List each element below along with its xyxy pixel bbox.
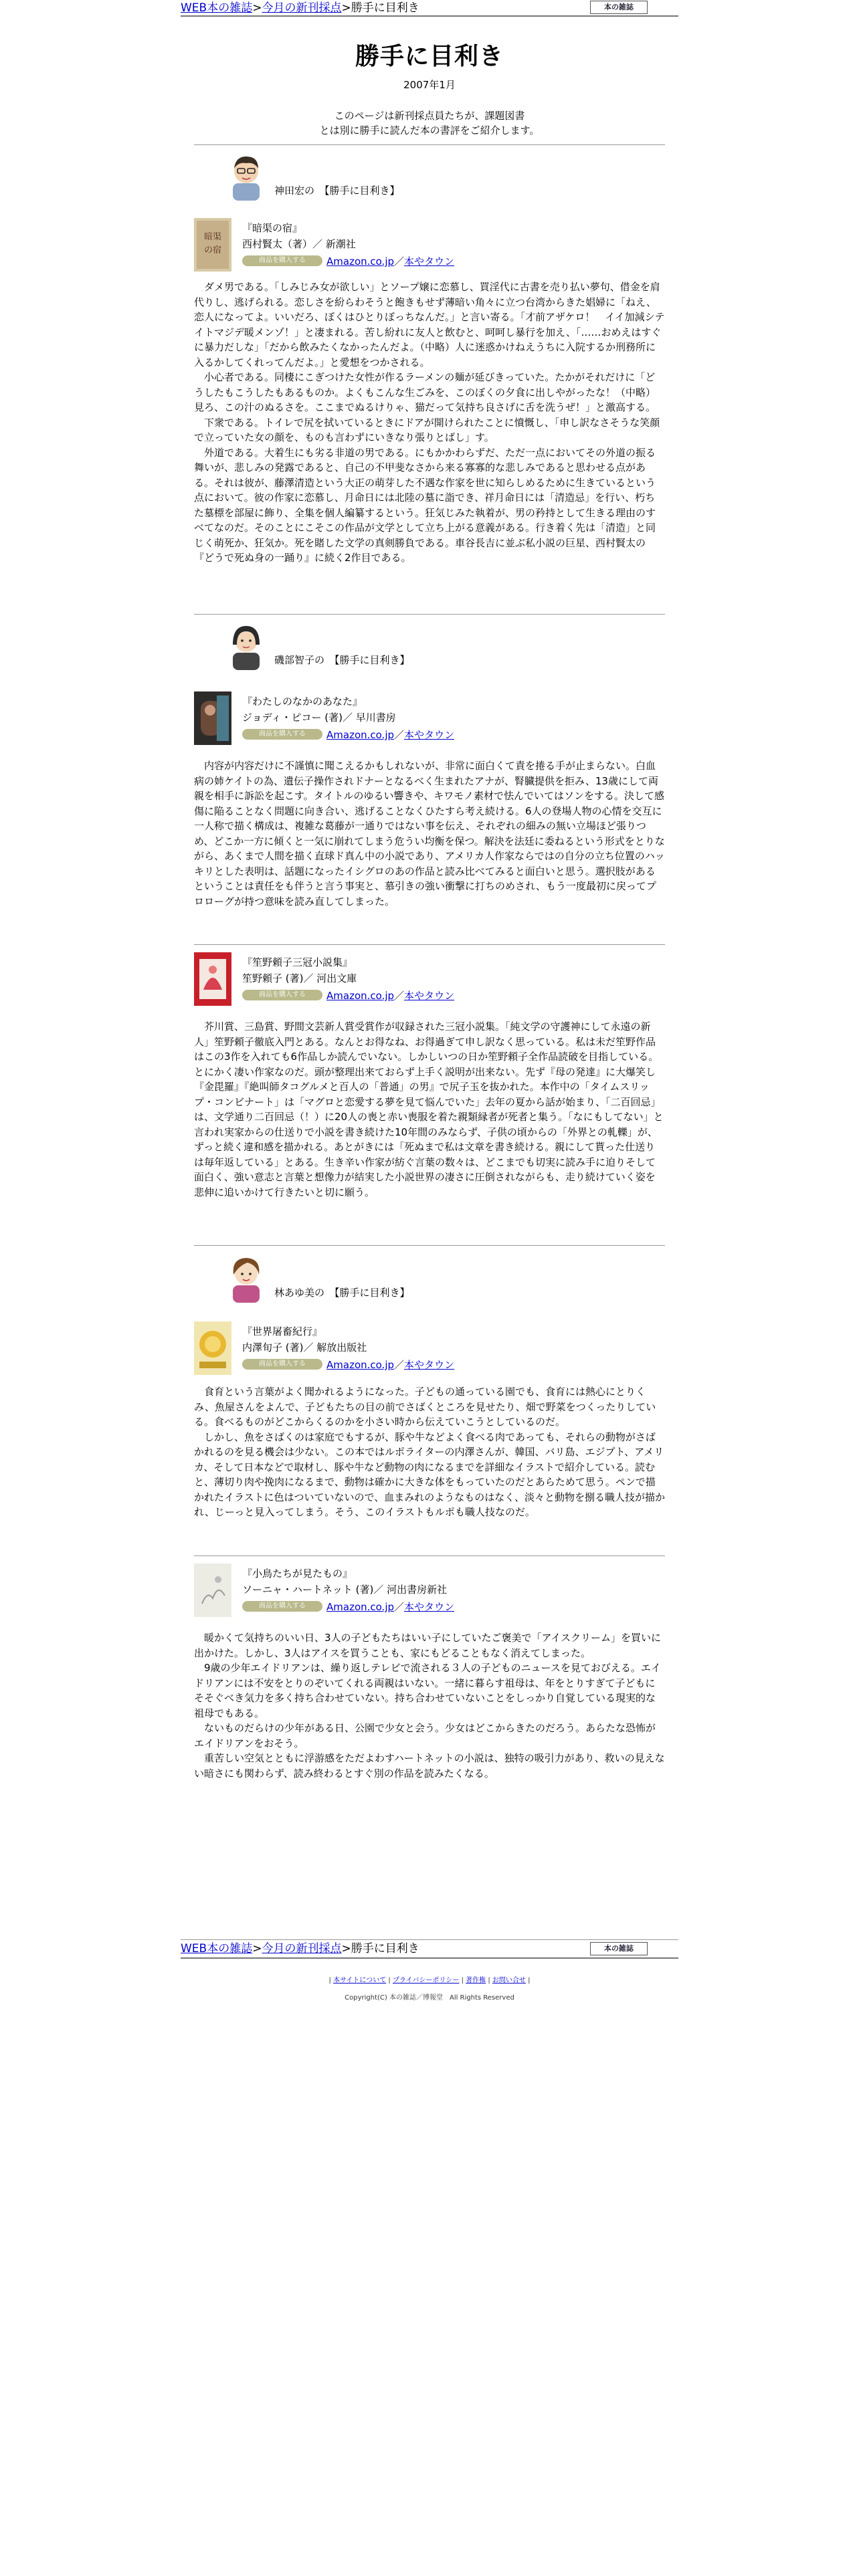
book-cover-icon[interactable] (194, 218, 231, 272)
breadcrumb-separator: > (252, 1, 262, 15)
reviewer-header (227, 1255, 629, 1304)
amazon-link[interactable]: Amazon.co.jp (326, 1601, 395, 1613)
reviewer-name: 神田宏の 【勝手に目利き】 (274, 185, 400, 197)
book-review (194, 1019, 665, 1200)
amazon-link[interactable]: Amazon.co.jp (326, 990, 395, 1002)
link-separator: ／ (394, 1601, 405, 1613)
review-paragraph: ないものだらけの少年がある日、公園で少女と会う。少女はどこからきたのだろう。あらたな恐怖がエイドリアンをおそう。 (194, 1722, 656, 1749)
reviewer-avatar-icon (227, 622, 265, 670)
book-title: 『暗渠の宿』 (242, 222, 303, 234)
honya-town-link[interactable]: 本やタウン (404, 255, 455, 267)
book-review (194, 280, 665, 566)
book-cover-icon[interactable] (194, 952, 231, 1006)
amazon-link[interactable]: Amazon.co.jp (326, 1359, 395, 1371)
breadcrumb-separator: > (341, 1, 351, 15)
svg-text:の宿: の宿 (203, 245, 222, 255)
amazon-link[interactable]: Amazon.co.jp (326, 255, 395, 267)
book-review (194, 1630, 665, 1781)
reviewer-name: 林あゆ美の 【勝手に目利き】 (274, 1287, 410, 1299)
book-cover-icon[interactable] (194, 1321, 231, 1375)
review-paragraph: 9歳の少年エイドリアンは、繰り返しテレビで流される３人の子どものニュースを見ておびえる。エイドリアンには不安をとりのぞいてくれる両親はいない。一緒に暮らす祖母は、年をとりすぎて子どもにそそぐべき気力を多く持ち合わせていない。持ち合わせていないことをしっかり自覚している現実的な祖母でもある。 (194, 1662, 661, 1719)
footer-links: | 本サイトについて | プライバシーポリシー | 著作権 | お問い合せ | (328, 1977, 531, 1984)
shop-links (326, 1358, 454, 1372)
honya-town-link[interactable]: 本やタウン (404, 729, 455, 741)
divider (194, 1555, 665, 1556)
link-separator: ／ (394, 729, 405, 741)
breadcrumb-section-link[interactable]: 今月の新刊採点 (262, 1, 342, 15)
book-title: 『わたしのなかのあなた』 (242, 695, 363, 708)
intro-line: とは別に勝手に読んだ本の書評をご紹介します。 (319, 124, 540, 136)
shop-links (326, 254, 454, 268)
breadcrumb-separator: > (252, 1942, 262, 1955)
amazon-link[interactable]: Amazon.co.jp (326, 729, 395, 741)
book-author: 笙野頼子 (著)／ 河出文庫 (242, 972, 357, 984)
book-cover-icon[interactable] (194, 1564, 231, 1617)
breadcrumb-current: 勝手に目利き (351, 1942, 419, 1955)
book-title: 『笙野頼子三冠小説集』 (242, 956, 353, 968)
book-author: ジョディ・ピコー (著)／ 早川書房 (242, 712, 396, 724)
divider (181, 1957, 678, 1959)
buy-button[interactable]: 商品を購入する (242, 729, 322, 740)
book-author: 西村賢太（著）／ 新潮社 (242, 238, 356, 250)
site-logo[interactable]: 本の雑誌 (590, 1942, 648, 1955)
divider (194, 614, 665, 615)
book-author: ソーニャ・ハートネット (著)／ 河出書房新社 (242, 1584, 448, 1596)
book-cover-icon[interactable] (194, 691, 231, 745)
review-paragraph: 芥川賞、三島賞、野間文芸新人賞受賞作が収録された三冠小説集。「純文学の守護神にして永遠の新人」笙野頼子徹底入門とある。なんとお得なね、お得過ぎて申し訳なく思っている。私は未だ笙野作品はこの3作を入れても6作品しか読んでいない。しかしいつの日か笙野頼子全作品読破を目指している。とにかく凄い作家なのだ。頭が整理出来ておらず上手く説明が出来ない。先ず『母の発達』に大爆笑し『金毘羅』『絶叫師タコグルメと百人の「普通」の男』で尻子玉を抜かれた。本作中の「タイムスリップ・コンビナート」は「マグロと恋愛する夢を見て悩んでいた」去年の夏から話が始まり、「二百回忌」は、文学通り二百回忌（！）に20人の喪と赤い喪服を着た親類縁者が死者と集う。「なにもしてない」と言われ実家からの仕送りで小説を書き続けた10年間のみならず、子供の頃からの「外界との軋轢」が、ずっと続く違和感を描かれる。あとがきには「死ぬまで私は文章を書き続ける。親にして貰った仕送りは毎年返している」とある。生き辛い作家が紡ぐ言葉の数々は、どこまでも切実に読み手に迫りそして面白く、強い意志と言葉と想像力が結実した小説世界の凄さに圧倒されながらも、走り続けていく姿を悲伸に追いかけて行きたいと切に願う。 (194, 1021, 664, 1198)
breadcrumb-home-link[interactable]: WEB本の雑誌 (181, 1, 253, 15)
link-separator: ／ (394, 990, 405, 1002)
divider (181, 15, 678, 17)
review-paragraph: しかし、魚をさばくのは家庭でもするが、豚や牛などよく食べる肉であっても、それらの動物がさばかれるのを見る機会は少ない。この本ではルポライターの内澤さんが、韓国、バリ島、エジプト、アメリカ、そして日本などで取材し、豚や牛など動物の肉になるまでを詳細なイラストで紹介している。読むと、薄切り肉や挽肉になるまで、動物は確かに大きな体をもっていたのだとあらためて思う。ペンで描かれたイラストに色はついていないので、血まみれのようなものはなく、淡々と動物を捌る職人技が描かれ、じーっと見入ってしまう。そう、このイラストもルポも職人技なのだ。 (194, 1430, 665, 1518)
buy-button[interactable]: 商品を購入する (242, 990, 322, 1000)
honya-town-link[interactable]: 本やタウン (404, 990, 455, 1002)
divider (194, 944, 665, 945)
book-review (194, 1384, 665, 1520)
buy-button[interactable]: 商品を購入する (242, 1359, 322, 1370)
breadcrumb-section-link[interactable]: 今月の新刊採点 (262, 1942, 342, 1955)
issue-date: 2007年1月 (403, 79, 456, 91)
review-paragraph: 食育という言葉がよく聞かれるようになった。子どもの通っている園でも、食育には熱心にとりくみ、魚屋さんをよんで、子どもたちの目の前でさばくところを見せたり、畑で野菜をつくったりしている。食べるものがどこからくるのかを小さい時から伝えていこうとしているのだ。 (194, 1386, 656, 1428)
link-separator: ／ (394, 255, 405, 267)
divider (194, 1245, 665, 1246)
honya-town-link[interactable]: 本やタウン (404, 1359, 455, 1371)
footer-contact-link[interactable]: お問い合せ (492, 1977, 526, 1984)
review-paragraph: 小心者である。同棲にこぎつけた女性が作るラーメンの麺が延びきっていた。たかがそれだけに「どうしたもこうしたもあるものか。よくもこんな生ごみを、このぼくの夕食に出しやがったな！（中略）見ろ、この汁のぬるさを。ここまでぬるけりゃ、猫だって気持ち良さげに舌を洗うぜ！」と激高する。 (194, 371, 656, 413)
honya-town-link[interactable]: 本やタウン (404, 1601, 455, 1613)
divider (194, 144, 665, 145)
site-logo[interactable]: 本の雑誌 (590, 1, 648, 14)
breadcrumb-top (181, 0, 678, 16)
review-paragraph: 下衆である。トイレで尻を拭いているときにドアが開けられたことに憤慨し、「申し訳なさそうな笑顔で立っていた女の顔を、ものも言わずにいきなり張りとばし」す。 (194, 416, 660, 443)
intro-line: このページは新刊採点員たちが、課題図書 (334, 110, 525, 122)
book-author: 内澤旬子 (著)／ 解放出版社 (242, 1341, 367, 1354)
book-title: 『小鳥たちが見たもの』 (242, 1568, 353, 1580)
breadcrumb-bottom (181, 1939, 678, 1955)
review-paragraph: ダメ男である。「しみじみ女が欲しい」とソープ嬢に恋慕し、買淫代に古書を売り払い夢句、借金を肩代りし、逃げられる。恋しさを紛らわそうと飽きもせず薄暗い角々に立つ台湾からきた娼婦に「ねえ、恋人になってよ。いいだろ、ぼくはひとりぼっちなんだ。」と言い寄る。「才前アザケロ！ イイ加減シテイトマジデ暖メンゾ！」と凄まれる。苦し紛れに友人と飲むと、呵呵し暴行を加え、「……おめえはすぐに暴力だしな」「だから飲みたくなかったんだよ。（中略）人に迷惑かけねえうちに入院するか刑務所に入るかしてくれってんだよ。」と愛想をつかされる。 (194, 281, 665, 368)
reviewer-name: 磯部智子の 【勝手に目利き】 (274, 654, 410, 666)
breadcrumb-current: 勝手に目利き (351, 1, 419, 15)
footer-about-link[interactable]: 本サイトについて (333, 1977, 387, 1984)
divider (181, 1939, 678, 1940)
reviewer-header (227, 622, 629, 671)
footer-copyright-link[interactable]: 著作権 (466, 1977, 486, 1984)
review-paragraph: 内容が内容だけに不謹慎に聞こえるかもしれないが、非常に面白くて責を捲る手が止まらない。白血病の姉ケイトの為、遺伝子操作されドナーとなるべく生まれたアナが、腎臓提供を拒み、13歳にして両親を相手に訴訟を起こす。タイトルのゆるい響きや、キワモノ素材で怯んでいてはソンをする。決して感傷に陥ることなく問題に向き合い、逃げることなくひたすら考え続ける。6人の登場人物の心情を交互に一人称で描く構成は、複雑な葛藤が一通りではない事を伝え、それぞれの細みの無い立場ほど張りつめ、どこか一方に傾くと一気に崩れてしまう危うい均衡を保つ。解決を法廷に委ねるという形式をとりながら、あくまで人間を描く直球ド真ん中の小説であり、アメリカ人作家ならではの自分の立ち位置のハッキリとした表明は、話題になったイシグロのあの作品と読み比べてみると面白いと思う。選択肢があるということは責任をも伴うと言う事実と、慕引きの強い衝撃に打ちのめされ、もう一度最初に戻ってプロローグが持つ意味を読み直してしまった。 (194, 760, 665, 907)
reviewer-header (227, 152, 629, 202)
shop-links (326, 988, 454, 1002)
review-paragraph: 暖かくて気持ちのいい日、3人の子どもたちはいい子にしていたご褒美で「アイスクリーム」を買いに出かけた。しかし、3人はアイスを買うことも、家にもどることもなく消えてしまった。 (194, 1632, 662, 1659)
book-title: 『世界屠畜紀行』 (242, 1325, 323, 1337)
breadcrumb-links (181, 1942, 419, 1955)
reviewer-avatar-icon (227, 152, 265, 201)
shop-links (326, 1600, 454, 1614)
buy-button[interactable]: 商品を購入する (242, 1601, 322, 1612)
review-paragraph: 重苦しい空気とともに浮游感をただよわすハートネットの小説は、独特の吸引力があり、救いの見えない暗さにも関わらず、読み終わるとすぐ別の作品を読みたくなる。 (194, 1752, 665, 1780)
review-paragraph: 外道である。大着生にも劣る非道の男である。にもかかわらずだ、ただ一点においてその外道の振る舞いが、悲しみの発露であると、自己の不甲斐なさから来る寡寡的な悲しみであると思わせる点がある。それは彼が、藤澤清造という大正の萌芽した不遇な作家を世に知らしめるために生きているという点において。彼の作家に恋慕し、月命日には北陸の墓に詣でき、祥月命日には「清造忌」を行い、朽ちた墓標を部屋に飾り、全集を個人編纂するという。狂気じみた執着が、男の矜持として生きる理由のすべてなのだ。そのことにこそこの作品が文学として立ち上がる意義がある。行き着く先は「清造」と同じく萌死か、狂気か。死を賭した文学の真剣勝負である。車谷長吉に並ぶ私小説の巨星、西村賢太の『どうで死ぬ身の一踊り』に続く2作目である。 (194, 446, 656, 564)
page-intro (181, 108, 678, 138)
breadcrumb-home-link[interactable]: WEB本の雑誌 (181, 1942, 253, 1955)
book-review (194, 758, 665, 909)
copyright-notice: Copyright(C) 本の雑誌／博報堂 All Rights Reserved (345, 1994, 514, 2002)
page-title: 勝手に目利き (355, 42, 504, 70)
breadcrumb-separator: > (341, 1942, 351, 1955)
link-separator: ／ (394, 1359, 405, 1371)
footer-privacy-link[interactable]: プライバシーポリシー (392, 1977, 460, 1984)
shop-links (326, 728, 454, 742)
svg-text:暗渠: 暗渠 (203, 232, 222, 242)
breadcrumb-links (181, 1, 419, 15)
buy-button[interactable]: 商品を購入する (242, 255, 322, 266)
reviewer-avatar-icon (227, 1255, 265, 1303)
